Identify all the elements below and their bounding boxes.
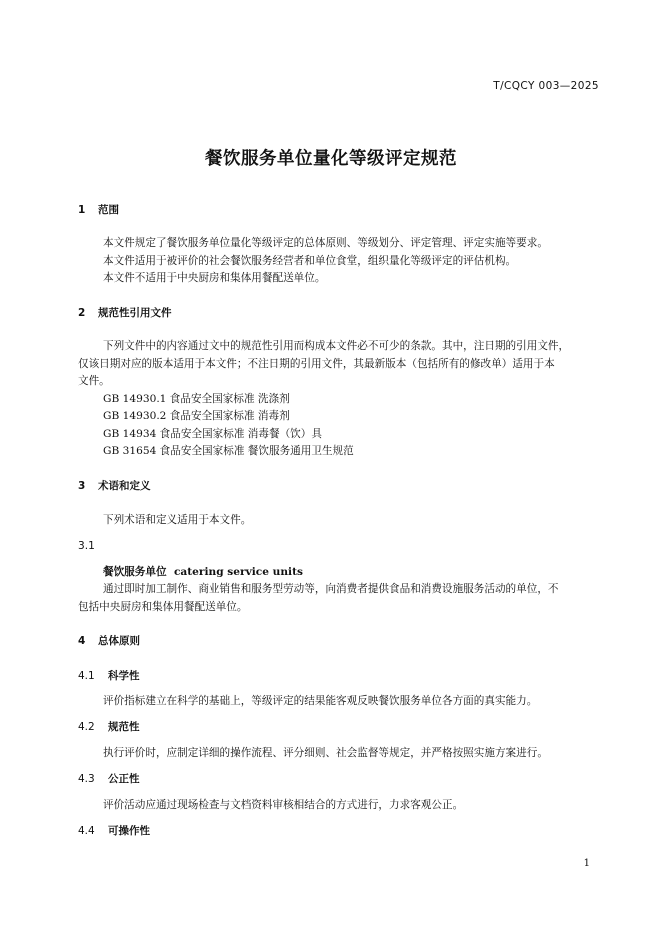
paragraph-line: 仅该日期对应的版本适用于本文件；不注日期的引用文件，其最新版本（包括所有的修改单）适用于本	[78, 358, 555, 370]
subsection-number: 4.2	[78, 721, 95, 733]
subsection-title: 规范性	[108, 721, 140, 733]
paragraph: 本文件规定了餐饮服务单位量化等级评定的总体原则、等级划分、评定管理、评定实施等要求。	[103, 237, 548, 249]
term-english: catering service units	[173, 566, 303, 578]
paragraph-line: 下列文件中的内容通过文中的规范性引用而构成本文件必不可少的条款。其中，注日期的引用文件，	[103, 340, 570, 352]
section-number: 1	[78, 204, 86, 216]
section-title: 术语和定义	[98, 480, 151, 492]
subsection-4-4-heading	[78, 823, 150, 838]
term-chinese: 餐饮服务单位	[103, 566, 167, 578]
subsection-number: 4.3	[78, 773, 95, 785]
section-1-heading	[78, 202, 119, 217]
section-number: 3	[78, 480, 86, 492]
subsection-4-1-heading	[78, 668, 140, 683]
paragraph-line: 文件。	[78, 375, 110, 387]
definition-line: 包括中央厨房和集体用餐配送单位。	[78, 601, 248, 613]
paragraph: 执行评价时，应制定详细的操作流程、评分细则、社会监督等规定，并严格按照实施方案进行。	[103, 747, 548, 759]
subsection-number: 4.4	[78, 825, 95, 837]
section-title: 规范性引用文件	[98, 307, 172, 319]
section-4-heading	[78, 633, 140, 648]
section-number: 4	[78, 635, 86, 647]
reference-item: GB 14930.1 食品安全国家标准 洗涤剂	[103, 393, 290, 405]
term-number: 3.1	[78, 540, 95, 552]
reference-item: GB 31654 食品安全国家标准 餐饮服务通用卫生规范	[103, 445, 354, 457]
paragraph: 评价指标建立在科学的基础上，等级评定的结果能客观反映餐饮服务单位各方面的真实能力。	[103, 695, 538, 707]
subsection-title: 科学性	[108, 670, 140, 682]
paragraph: 本文件适用于被评价的社会餐饮服务经营者和单位食堂，组织量化等级评定的评估机构。	[103, 255, 517, 267]
section-title: 总体原则	[98, 635, 140, 647]
term-title	[103, 564, 303, 579]
section-3-heading	[78, 478, 151, 493]
paragraph: 下列术语和定义适用于本文件。	[103, 514, 252, 526]
paragraph: 本文件不适用于中央厨房和集体用餐配送单位。	[103, 272, 326, 284]
subsection-4-2-heading	[78, 719, 140, 734]
definition-line: 通过即时加工制作、商业销售和服务型劳动等，向消费者提供食品和消费设施服务活动的单位，不	[103, 583, 559, 595]
reference-item: GB 14934 食品安全国家标准 消毒餐（饮）具	[103, 428, 322, 440]
subsection-4-3-heading	[78, 771, 140, 786]
page-number: 1	[583, 858, 590, 869]
reference-item: GB 14930.2 食品安全国家标准 消毒剂	[103, 410, 290, 422]
subsection-title: 公正性	[108, 773, 140, 785]
document-title: 餐饮服务单位量化等级评定规范	[205, 149, 457, 169]
paragraph: 评价活动应通过现场检查与文档资料审核相结合的方式进行，力求客观公正。	[103, 799, 464, 811]
section-title: 范围	[98, 204, 119, 216]
standard-number: T/CQCY 003—2025	[493, 80, 599, 92]
section-number: 2	[78, 307, 86, 319]
subsection-number: 4.1	[78, 670, 95, 682]
section-2-heading	[78, 305, 172, 320]
subsection-title: 可操作性	[108, 825, 150, 837]
